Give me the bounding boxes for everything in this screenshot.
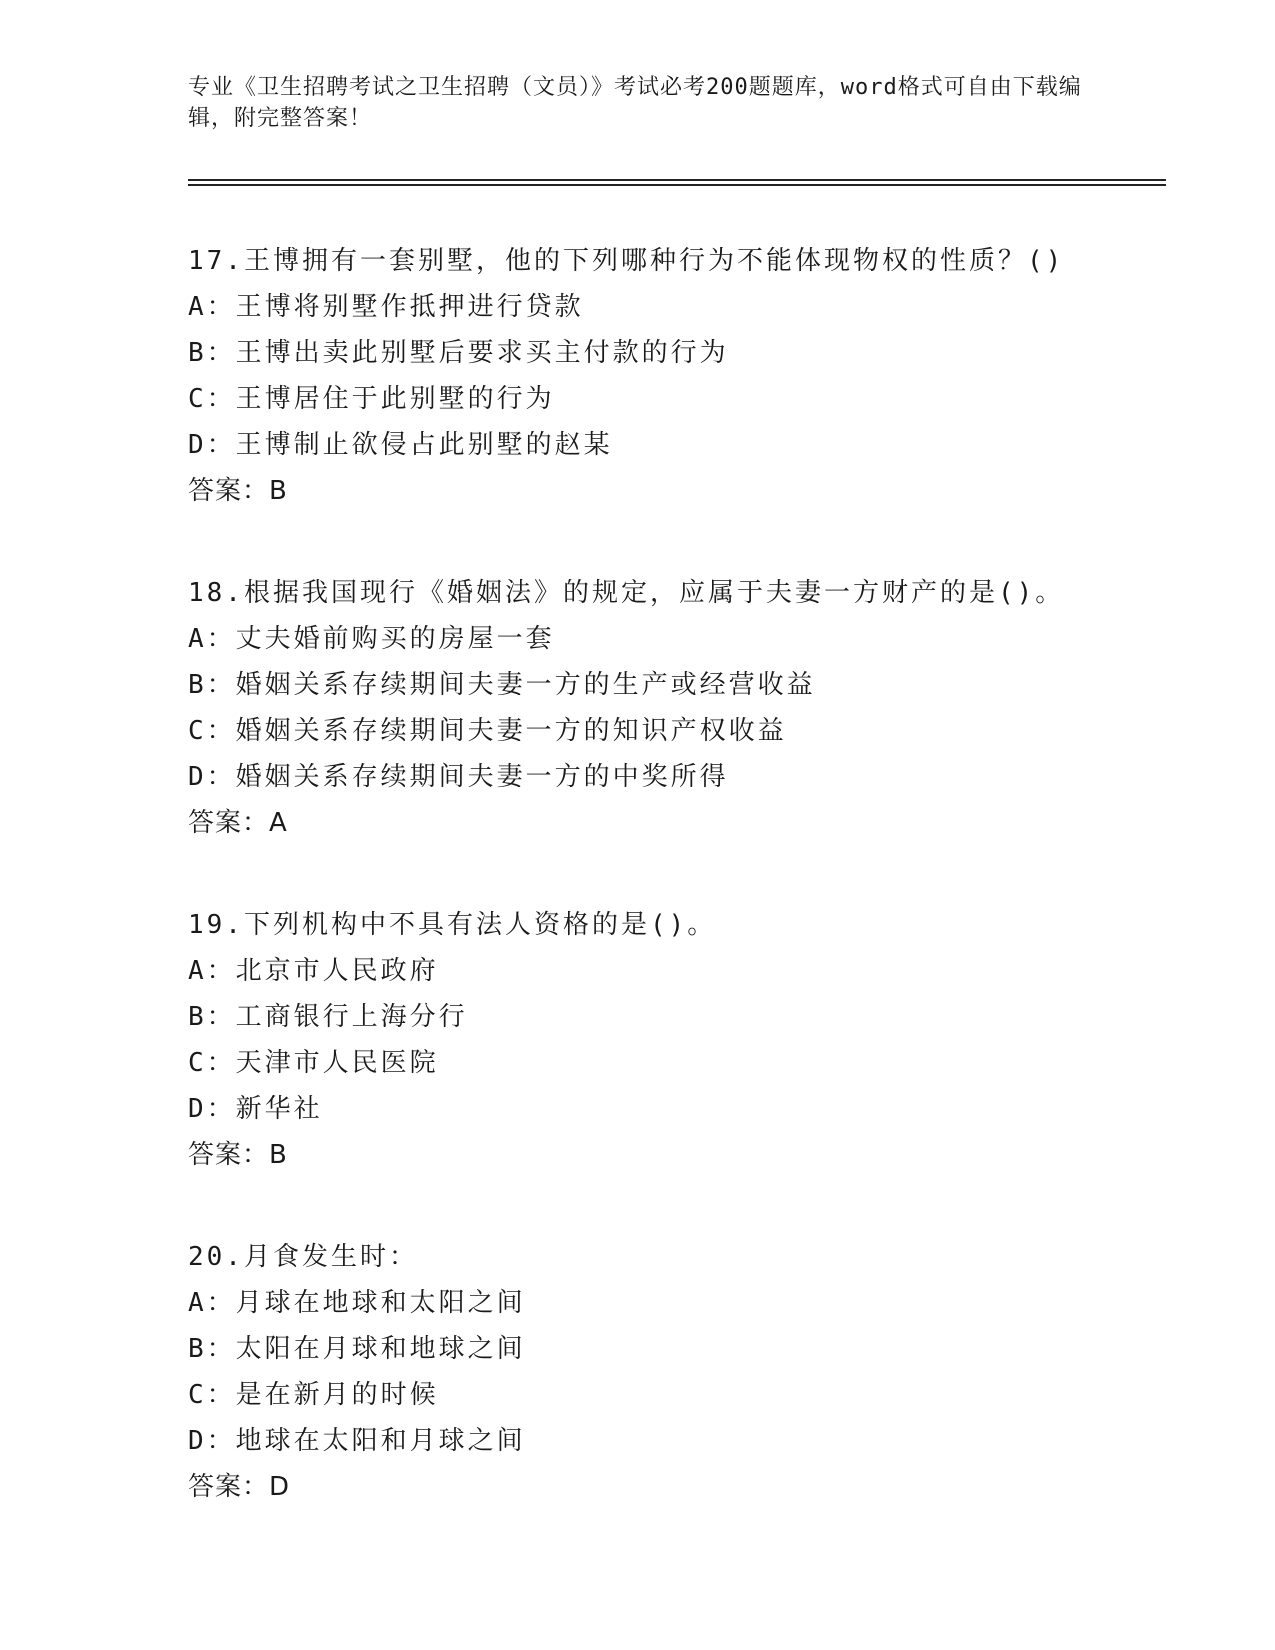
question-stem: 19.下列机构中不具有法人资格的是()。 (188, 910, 717, 940)
option-d: D：王博制止欲侵占此别墅的赵某 (188, 430, 613, 460)
answer-line: 答案：B (188, 476, 288, 506)
question-list (188, 238, 1168, 1566)
option-a: A：北京市人民政府 (188, 956, 439, 986)
question-stem: 20.月食发生时： (188, 1242, 418, 1272)
option-a: A：王博将别墅作抵押进行贷款 (188, 292, 584, 322)
option-c: C：婚姻关系存续期间夫妻一方的知识产权收益 (188, 716, 787, 746)
question-20 (188, 1234, 1168, 1510)
question-18 (188, 570, 1168, 846)
option-d: D：婚姻关系存续期间夫妻一方的中奖所得 (188, 762, 729, 792)
answer-line: 答案：A (188, 808, 288, 838)
option-d: D：新华社 (188, 1094, 323, 1124)
question-stem: 17.王博拥有一套别墅，他的下列哪种行为不能体现物权的性质？() (188, 246, 1065, 276)
option-c: C：是在新月的时候 (188, 1380, 439, 1410)
header-rule-top (188, 179, 1166, 181)
option-b: B：太阳在月球和地球之间 (188, 1334, 526, 1364)
option-c: C：王博居住于此别墅的行为 (188, 384, 555, 414)
question-stem: 18.根据我国现行《婚姻法》的规定，应属于夫妻一方财产的是()。 (188, 578, 1065, 608)
option-c: C：天津市人民医院 (188, 1048, 439, 1078)
header-rule-bottom (188, 184, 1166, 186)
document-intro: 专业《卫生招聘考试之卫生招聘（文员）》考试必考200题题库，word格式可自由下载编辑，附完整答案！ (188, 75, 1082, 131)
answer-line: 答案：D (188, 1472, 291, 1502)
option-b: B：工商银行上海分行 (188, 1002, 468, 1032)
answer-line: 答案：B (188, 1140, 288, 1170)
question-17 (188, 238, 1168, 514)
question-19 (188, 902, 1168, 1178)
option-d: D：地球在太阳和月球之间 (188, 1426, 526, 1456)
option-a: A：丈夫婚前购买的房屋一套 (188, 624, 555, 654)
option-b: B：王博出卖此别墅后要求买主付款的行为 (188, 338, 729, 368)
option-b: B：婚姻关系存续期间夫妻一方的生产或经营收益 (188, 670, 816, 700)
option-a: A：月球在地球和太阳之间 (188, 1288, 526, 1318)
